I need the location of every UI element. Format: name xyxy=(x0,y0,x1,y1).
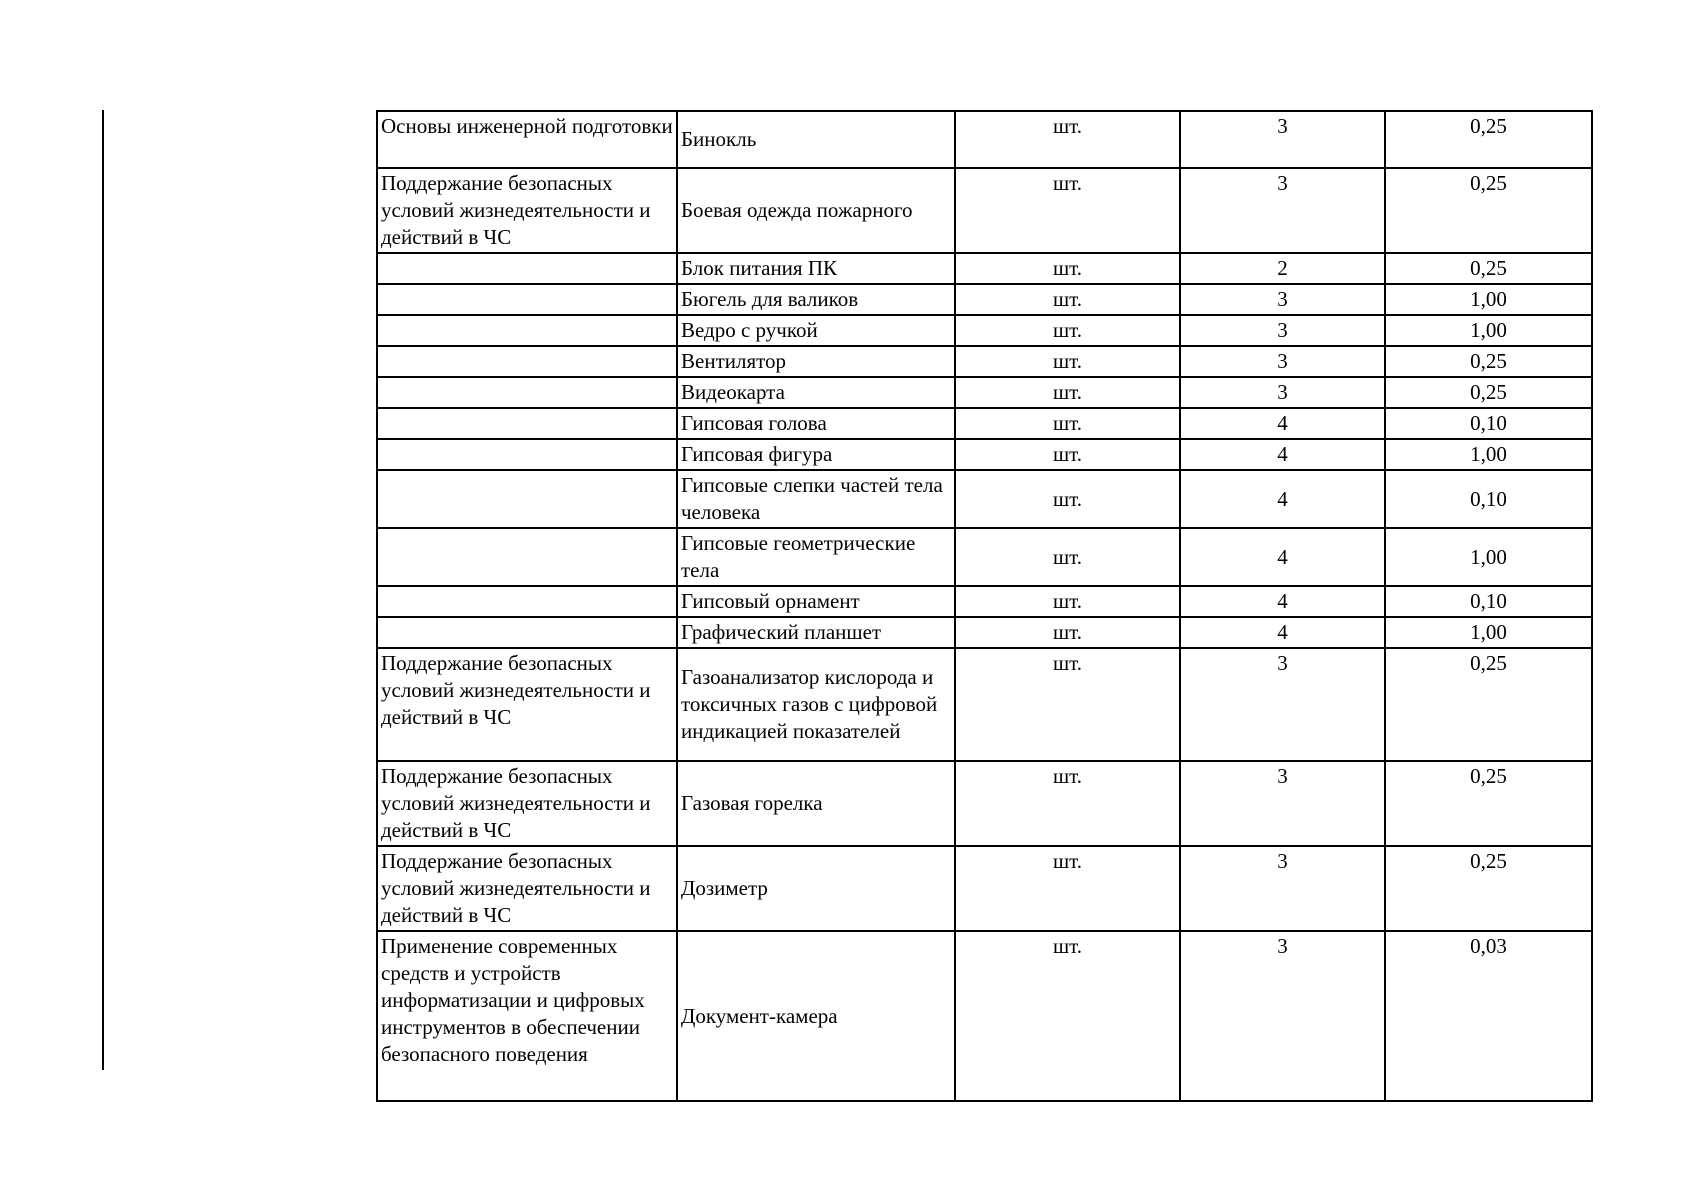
quantity-cell: 4 xyxy=(1180,408,1385,439)
unit-cell: шт. xyxy=(955,315,1180,346)
equipment-name-cell: Вентилятор xyxy=(677,346,955,377)
table-row xyxy=(377,168,1592,253)
coefficient-cell: 0,25 xyxy=(1385,346,1592,377)
equipment-name-cell: Блок питания ПК xyxy=(677,253,955,284)
table-row xyxy=(377,284,1592,315)
subject-cell: Поддержание безопасных условий жизнедеятельности и действий в ЧС xyxy=(377,846,677,931)
coefficient-cell: 0,25 xyxy=(1385,377,1592,408)
table-row xyxy=(377,761,1592,846)
equipment-name-cell: Документ-камера xyxy=(677,931,955,1101)
coefficient-cell: 1,00 xyxy=(1385,617,1592,648)
equipment-name-cell: Гипсовые геометрические тела xyxy=(677,528,955,586)
subject-cell xyxy=(377,377,677,408)
unit-cell: шт. xyxy=(955,377,1180,408)
coefficient-cell: 0,25 xyxy=(1385,111,1592,168)
quantity-cell: 3 xyxy=(1180,377,1385,408)
unit-cell: шт. xyxy=(955,648,1180,761)
unit-cell: шт. xyxy=(955,931,1180,1101)
table-row xyxy=(377,846,1592,931)
coefficient-cell: 0,10 xyxy=(1385,470,1592,528)
equipment-name-cell: Бинокль xyxy=(677,111,955,168)
equipment-name-cell: Гипсовая фигура xyxy=(677,439,955,470)
table-row xyxy=(377,528,1592,586)
unit-cell: шт. xyxy=(955,111,1180,168)
table-row xyxy=(377,253,1592,284)
quantity-cell: 3 xyxy=(1180,111,1385,168)
page-margin-line xyxy=(102,110,104,1070)
table-row xyxy=(377,586,1592,617)
subject-cell: Поддержание безопасных условий жизнедеятельности и действий в ЧС xyxy=(377,168,677,253)
table-row xyxy=(377,439,1592,470)
subject-cell xyxy=(377,284,677,315)
subject-cell xyxy=(377,586,677,617)
unit-cell: шт. xyxy=(955,528,1180,586)
subject-cell xyxy=(377,617,677,648)
equipment-name-cell: Видеокарта xyxy=(677,377,955,408)
unit-cell: шт. xyxy=(955,846,1180,931)
quantity-cell: 3 xyxy=(1180,346,1385,377)
unit-cell: шт. xyxy=(955,253,1180,284)
coefficient-cell: 0,25 xyxy=(1385,761,1592,846)
equipment-name-cell: Гипсовая голова xyxy=(677,408,955,439)
table-row xyxy=(377,470,1592,528)
coefficient-cell: 0,25 xyxy=(1385,648,1592,761)
quantity-cell: 3 xyxy=(1180,284,1385,315)
unit-cell: шт. xyxy=(955,586,1180,617)
table-row xyxy=(377,315,1592,346)
unit-cell: шт. xyxy=(955,470,1180,528)
equipment-name-cell: Газовая горелка xyxy=(677,761,955,846)
equipment-name-cell: Дозиметр xyxy=(677,846,955,931)
unit-cell: шт. xyxy=(955,761,1180,846)
coefficient-cell: 0,10 xyxy=(1385,408,1592,439)
subject-cell: Применение современных средств и устройств информатизации и цифровых инструментов в обеспечении безопасного поведения xyxy=(377,931,677,1101)
quantity-cell: 4 xyxy=(1180,470,1385,528)
unit-cell: шт. xyxy=(955,346,1180,377)
coefficient-cell: 1,00 xyxy=(1385,439,1592,470)
coefficient-cell: 0,25 xyxy=(1385,846,1592,931)
table-row xyxy=(377,111,1592,168)
subject-cell xyxy=(377,439,677,470)
subject-cell xyxy=(377,528,677,586)
subject-cell xyxy=(377,408,677,439)
equipment-name-cell: Боевая одежда пожарного xyxy=(677,168,955,253)
quantity-cell: 2 xyxy=(1180,253,1385,284)
quantity-cell: 3 xyxy=(1180,761,1385,846)
table-row xyxy=(377,931,1592,1101)
coefficient-cell: 0,03 xyxy=(1385,931,1592,1101)
equipment-name-cell: Бюгель для валиков xyxy=(677,284,955,315)
quantity-cell: 3 xyxy=(1180,168,1385,253)
quantity-cell: 4 xyxy=(1180,528,1385,586)
quantity-cell: 3 xyxy=(1180,648,1385,761)
quantity-cell: 4 xyxy=(1180,586,1385,617)
equipment-name-cell: Гипсовые слепки частей тела человека xyxy=(677,470,955,528)
subject-cell xyxy=(377,315,677,346)
quantity-cell: 3 xyxy=(1180,931,1385,1101)
quantity-cell: 4 xyxy=(1180,439,1385,470)
subject-cell xyxy=(377,470,677,528)
unit-cell: шт. xyxy=(955,617,1180,648)
coefficient-cell: 0,25 xyxy=(1385,253,1592,284)
equipment-name-cell: Ведро с ручкой xyxy=(677,315,955,346)
coefficient-cell: 0,10 xyxy=(1385,586,1592,617)
unit-cell: шт. xyxy=(955,284,1180,315)
subject-cell xyxy=(377,253,677,284)
table-row xyxy=(377,648,1592,761)
equipment-name-cell: Гипсовый орнамент xyxy=(677,586,955,617)
coefficient-cell: 1,00 xyxy=(1385,315,1592,346)
subject-cell: Поддержание безопасных условий жизнедеятельности и действий в ЧС xyxy=(377,761,677,846)
quantity-cell: 4 xyxy=(1180,617,1385,648)
equipment-table xyxy=(376,110,1593,1102)
table-row xyxy=(377,408,1592,439)
equipment-name-cell: Газоанализатор кислорода и токсичных газов с цифровой индикацией показателей xyxy=(677,648,955,761)
table-row xyxy=(377,377,1592,408)
quantity-cell: 3 xyxy=(1180,846,1385,931)
subject-cell: Основы инженерной подготовки xyxy=(377,111,677,168)
subject-cell xyxy=(377,346,677,377)
table-row xyxy=(377,346,1592,377)
subject-cell: Поддержание безопасных условий жизнедеятельности и действий в ЧС xyxy=(377,648,677,761)
unit-cell: шт. xyxy=(955,168,1180,253)
coefficient-cell: 1,00 xyxy=(1385,284,1592,315)
coefficient-cell: 0,25 xyxy=(1385,168,1592,253)
equipment-name-cell: Графический планшет xyxy=(677,617,955,648)
quantity-cell: 3 xyxy=(1180,315,1385,346)
unit-cell: шт. xyxy=(955,408,1180,439)
table-row xyxy=(377,617,1592,648)
coefficient-cell: 1,00 xyxy=(1385,528,1592,586)
unit-cell: шт. xyxy=(955,439,1180,470)
